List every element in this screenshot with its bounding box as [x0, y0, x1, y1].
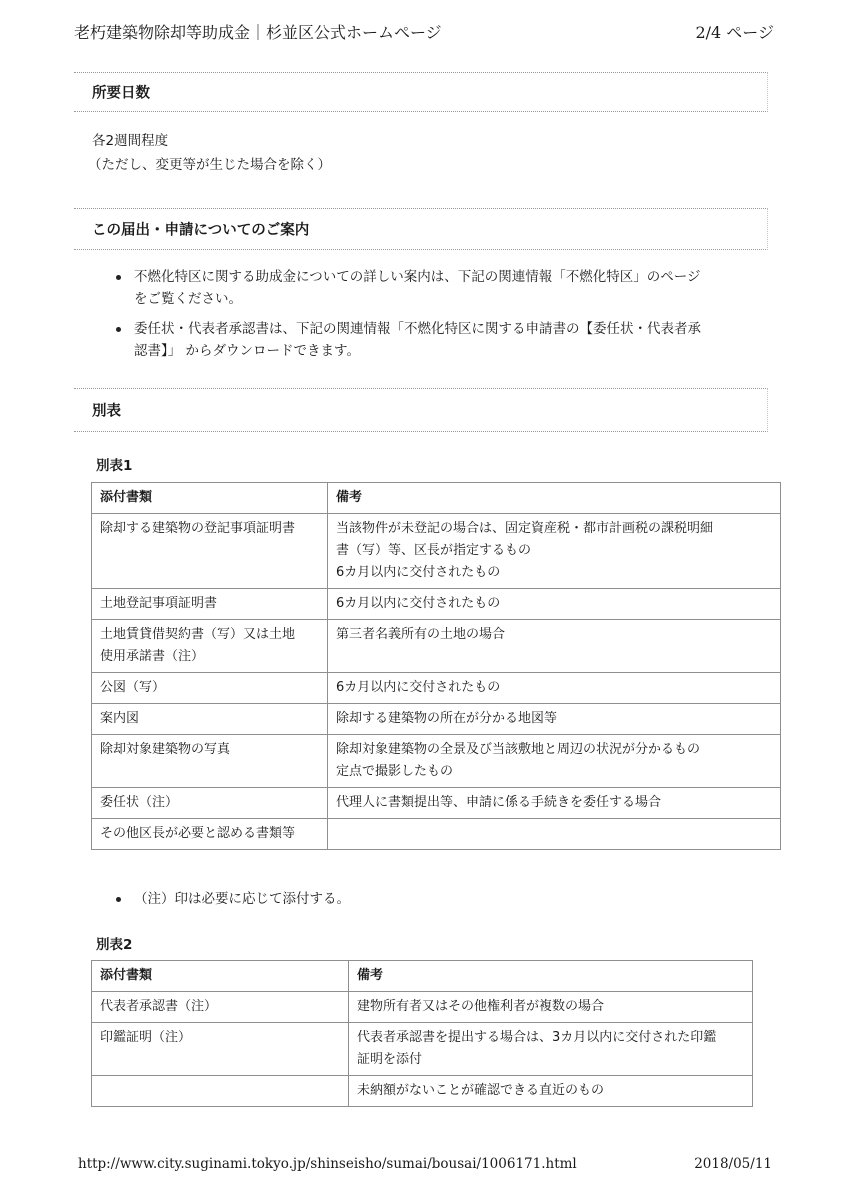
table-row: [92, 1023, 753, 1076]
note-cell: 代理人に書類提出等、申請に係る手続きを委任する場合: [328, 788, 781, 819]
table-row: [92, 514, 781, 589]
table-row: [92, 673, 781, 704]
table-row: [92, 788, 781, 819]
list-item: 不燃化特区に関する助成金についての詳しい案内は、下記の関連情報「不燃化特区」のページ をご覧ください。: [112, 266, 752, 310]
table-row: [92, 735, 781, 788]
document-cell: 土地登記事項証明書: [92, 589, 328, 620]
bullet-icon: [116, 275, 121, 280]
note-cell: 6カ月以内に交付されたもの: [328, 673, 781, 704]
note-cell: 6カ月以内に交付されたもの: [328, 589, 781, 620]
table2-title: 別表2: [96, 937, 133, 953]
guide-bullet-list: [112, 266, 752, 370]
bullet-icon: [116, 897, 121, 902]
section-heading-days: 所要日数: [74, 72, 768, 112]
document-cell: その他区長が必要と認める書類等: [92, 819, 328, 850]
table1-footnote-list: [112, 888, 752, 918]
document-cell: 印鑑証明（注）: [92, 1023, 349, 1076]
table-row: [92, 819, 781, 850]
table-row: [92, 589, 781, 620]
section-heading-guide: この届出・申請についてのご案内: [74, 208, 768, 250]
print-header: [74, 18, 774, 44]
table-row: [92, 1076, 753, 1107]
document-title: 老朽建築物除却等助成金｜杉並区公式ホームページ: [74, 23, 442, 42]
page-number: 2/4 ページ: [695, 23, 774, 42]
note-cell: 除却対象建築物の全景及び当該敷地と周辺の状況が分かるもの 定点で撮影したもの: [328, 735, 781, 788]
section-heading-appendix: 別表: [74, 388, 768, 432]
print-date: 2018/05/11: [694, 1156, 772, 1172]
note-cell: [328, 819, 781, 850]
table-row: [92, 704, 781, 735]
table-row: [92, 992, 753, 1023]
note-cell: 未納額がないことが確認できる直近のもの: [349, 1076, 753, 1107]
table-row: [92, 620, 781, 673]
document-cell: 案内図: [92, 704, 328, 735]
appendix-table-2: [91, 960, 753, 1107]
list-item: （注）印は必要に応じて添付する。: [112, 888, 752, 910]
note-cell: 当該物件が未登記の場合は、固定資産税・都市計画税の課税明細 書（写）等、区長が指定するもの 6カ月以内に交付されたもの: [328, 514, 781, 589]
table1-title: 別表1: [96, 458, 133, 474]
days-line-2: （ただし、変更等が生じた場合を除く）: [88, 157, 331, 173]
document-cell: 土地賃貸借契約書（写）又は土地 使用承諾書（注）: [92, 620, 328, 673]
column-header-documents: 添付書類: [92, 961, 349, 992]
document-cell: 除却する建築物の登記事項証明書: [92, 514, 328, 589]
note-cell: 建物所有者又はその他権利者が複数の場合: [349, 992, 753, 1023]
note-cell: 代表者承認書を提出する場合は、3カ月以内に交付された印鑑 証明を添付: [349, 1023, 753, 1076]
document-cell: 委任状（注）: [92, 788, 328, 819]
page-url: http://www.city.suginami.tokyo.jp/shinseisho/sumai/bousai/1006171.html: [78, 1156, 577, 1172]
column-header-notes: 備考: [328, 483, 781, 514]
bullet-icon: [116, 327, 121, 332]
note-cell: 第三者名義所有の土地の場合: [328, 620, 781, 673]
note-cell: 除却する建築物の所在が分かる地図等: [328, 704, 781, 735]
document-cell: 除却対象建築物の写真: [92, 735, 328, 788]
days-line-1: 各2週間程度: [92, 133, 169, 149]
column-header-notes: 備考: [349, 961, 753, 992]
document-cell: 代表者承認書（注）: [92, 992, 349, 1023]
column-header-documents: 添付書類: [92, 483, 328, 514]
document-cell: 公図（写）: [92, 673, 328, 704]
appendix-table-1: [91, 482, 781, 850]
document-cell: [92, 1076, 349, 1107]
table-header-row: [92, 961, 753, 992]
table-header-row: [92, 483, 781, 514]
list-item: 委任状・代表者承認書は、下記の関連情報「不燃化特区に関する申請書の【委任状・代表者承 認書】」 からダウンロードできます。: [112, 318, 752, 362]
